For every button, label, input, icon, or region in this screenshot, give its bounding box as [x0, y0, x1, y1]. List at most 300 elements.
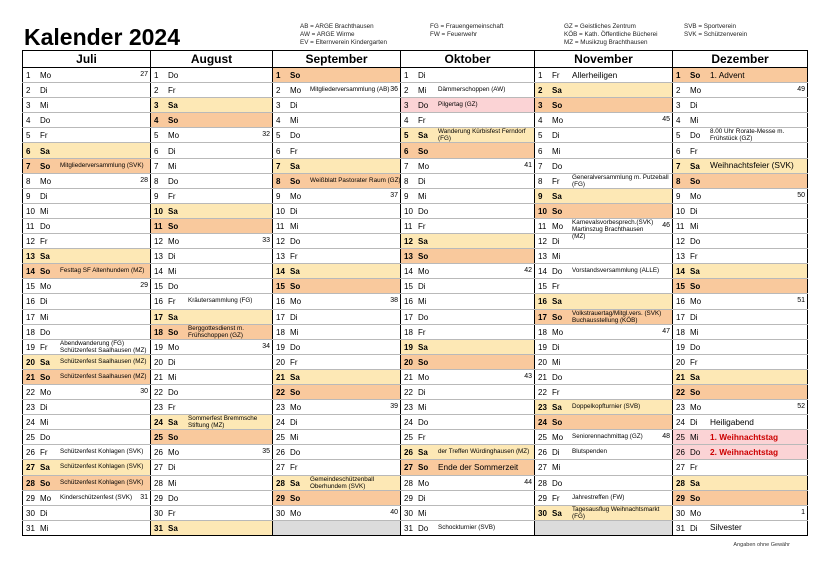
- weekday: Do: [168, 282, 179, 292]
- day-number: 8: [404, 176, 409, 186]
- day-cell: [401, 203, 535, 218]
- day-number: 9: [26, 191, 31, 201]
- weekday: So: [168, 327, 179, 337]
- day-cell: [151, 490, 273, 505]
- day-number: 9: [538, 191, 543, 201]
- weekday: Sa: [552, 86, 562, 96]
- event-label: Schützenfest Kohlagen (SVK): [60, 448, 144, 456]
- week-number: 31: [140, 493, 148, 501]
- event-label: Schützenfest Saalhausen (MZ): [60, 357, 147, 365]
- day-number: 16: [404, 297, 413, 307]
- day-number: 30: [154, 508, 163, 518]
- day-cell: [673, 279, 808, 294]
- day-cell: [273, 490, 401, 505]
- day-cell: [151, 309, 273, 324]
- weekday: So: [552, 206, 563, 216]
- week-number: 28: [140, 176, 148, 184]
- day-number: 12: [404, 237, 413, 247]
- day-number: 9: [676, 191, 681, 201]
- day-number: 13: [538, 252, 547, 262]
- weekday: Mi: [690, 221, 699, 231]
- day-number: 11: [676, 221, 685, 231]
- day-number: 1: [676, 71, 681, 81]
- weekday: Sa: [552, 403, 562, 413]
- day-number: 14: [538, 267, 547, 277]
- week-number: 39: [390, 403, 398, 411]
- weekday: Di: [40, 403, 48, 413]
- weekday: Sa: [290, 267, 300, 277]
- week-number: 33: [262, 237, 270, 245]
- weekday: Di: [40, 86, 48, 96]
- event-label: Karnevalsvorbesprech.(SVK) Martinszug Brachthausen (MZ): [572, 218, 654, 240]
- weekday: Do: [418, 523, 429, 533]
- day-cell: [401, 98, 535, 113]
- weekday: Di: [418, 493, 426, 503]
- day-cell: [401, 234, 535, 249]
- day-cell: [535, 369, 673, 384]
- table-row: [23, 324, 808, 339]
- weekday: Mi: [40, 206, 49, 216]
- legend-entry: AW = ARGE Wirme: [300, 31, 355, 38]
- day-cell: [273, 475, 401, 490]
- day-cell: [673, 475, 808, 490]
- day-number: 13: [676, 252, 685, 262]
- day-number: 11: [276, 221, 285, 231]
- day-number: 7: [276, 161, 281, 171]
- weekday: Di: [290, 312, 298, 322]
- weekday: So: [40, 372, 51, 382]
- week-number: 44: [524, 478, 532, 486]
- day-number: 5: [538, 131, 543, 141]
- week-number: 46: [662, 221, 670, 229]
- day-cell: [673, 249, 808, 264]
- month-header-september: September: [273, 51, 401, 68]
- day-number: 16: [154, 297, 163, 307]
- weekday: Di: [418, 282, 426, 292]
- weekday: So: [552, 101, 563, 111]
- event-label: 1. Weihnachtstag: [710, 431, 779, 442]
- day-cell: [673, 113, 808, 128]
- day-number: 10: [276, 206, 285, 216]
- legend-entry: KÖB = Kath. Öffentliche Bücherei: [564, 31, 658, 38]
- event-label: Schockturnier (SVB): [438, 523, 496, 531]
- weekday: Di: [290, 418, 298, 428]
- day-cell: [273, 339, 401, 354]
- weekday: Do: [552, 372, 563, 382]
- month-header-row: [23, 51, 808, 68]
- weekday: Fr: [290, 357, 298, 367]
- day-cell: [535, 339, 673, 354]
- weekday: Fr: [168, 191, 176, 201]
- day-cell: [535, 445, 673, 460]
- event-label: Dämmerschoppen (AW): [438, 86, 506, 94]
- day-number: 15: [26, 282, 35, 292]
- day-cell: [673, 354, 808, 369]
- day-cell: [273, 264, 401, 279]
- table-row: [23, 490, 808, 505]
- day-cell: [23, 339, 151, 354]
- weekday: Mi: [418, 508, 427, 518]
- table-row: [23, 234, 808, 249]
- day-cell: [673, 309, 808, 324]
- day-number: 26: [538, 448, 547, 458]
- weekday: Sa: [40, 146, 50, 156]
- event-label: Doppelkopfturnier (SVB): [572, 403, 641, 411]
- event-label: Pilgertag (GZ): [438, 101, 478, 109]
- event-label: Schützenfest Saalhausen (MZ): [60, 372, 147, 380]
- day-cell: [401, 218, 535, 233]
- day-cell: [151, 249, 273, 264]
- day-number: 5: [404, 131, 409, 141]
- weekday: Sa: [40, 463, 50, 473]
- day-number: 9: [276, 191, 281, 201]
- event-label: Volkstrauertag/Mitgl.vers. (SVK) Buchausstellung (KÖB): [572, 309, 662, 324]
- day-number: 17: [276, 312, 285, 322]
- legend-col-1: [300, 23, 387, 47]
- day-number: 18: [538, 327, 547, 337]
- day-cell: [273, 354, 401, 369]
- day-cell: [151, 158, 273, 173]
- day-number: 21: [676, 372, 685, 382]
- day-cell: [23, 445, 151, 460]
- weekday: Fr: [418, 327, 426, 337]
- day-number: 24: [404, 418, 413, 428]
- day-cell: [23, 490, 151, 505]
- weekday: Do: [40, 116, 51, 126]
- table-row: [23, 384, 808, 399]
- weekday: Di: [418, 388, 426, 398]
- weekday: Mo: [418, 161, 430, 171]
- day-number: 16: [676, 297, 685, 307]
- table-row: [23, 430, 808, 445]
- weekday: Mo: [418, 372, 430, 382]
- day-cell: [273, 249, 401, 264]
- weekday: Mi: [418, 297, 427, 307]
- day-cell: [673, 158, 808, 173]
- weekday: So: [418, 252, 429, 262]
- weekday: Mo: [690, 297, 702, 307]
- weekday: Do: [418, 418, 429, 428]
- weekday: Sa: [552, 191, 562, 201]
- day-number: 4: [676, 116, 681, 126]
- day-number: 23: [676, 403, 685, 413]
- event-label: Schützenfest Kohlagen (SVK): [60, 478, 144, 486]
- day-number: 31: [404, 523, 413, 533]
- weekday: Do: [40, 327, 51, 337]
- day-cell: [535, 173, 673, 188]
- day-number: 9: [154, 191, 159, 201]
- day-cell: [401, 264, 535, 279]
- day-number: 4: [538, 116, 543, 126]
- day-cell: [151, 173, 273, 188]
- weekday: Mi: [690, 327, 699, 337]
- day-number: 3: [404, 101, 409, 111]
- weekday: Mi: [40, 418, 49, 428]
- legend-col-2: [430, 23, 503, 39]
- event-label: Schützenfest Kohlagen (SVK): [60, 463, 144, 471]
- weekday: Mo: [290, 86, 302, 96]
- day-cell: [401, 143, 535, 158]
- day-cell: [273, 98, 401, 113]
- day-number: 20: [276, 357, 285, 367]
- weekday: Do: [690, 131, 701, 141]
- day-number: 4: [404, 116, 409, 126]
- day-number: 19: [276, 342, 285, 352]
- day-cell: [673, 98, 808, 113]
- day-number: 28: [154, 478, 163, 488]
- day-number: 24: [676, 418, 685, 428]
- weekday: Mo: [290, 297, 302, 307]
- day-cell: [151, 384, 273, 399]
- day-cell: [535, 490, 673, 505]
- weekday: Di: [168, 357, 176, 367]
- weekday: Sa: [290, 161, 300, 171]
- day-cell: [151, 113, 273, 128]
- day-number: 12: [26, 237, 35, 247]
- day-cell: [401, 158, 535, 173]
- day-cell: [401, 475, 535, 490]
- day-cell: [151, 264, 273, 279]
- day-cell: [401, 309, 535, 324]
- day-cell: [23, 279, 151, 294]
- weekday: Di: [290, 101, 298, 111]
- day-cell: [673, 460, 808, 475]
- day-number: 30: [404, 508, 413, 518]
- weekday: Sa: [690, 161, 700, 171]
- weekday: Do: [552, 267, 563, 277]
- weekday: Do: [418, 101, 429, 111]
- day-number: 17: [26, 312, 35, 322]
- weekday: Fr: [168, 297, 176, 307]
- weekday: Fr: [168, 508, 176, 518]
- day-cell: [151, 339, 273, 354]
- day-cell: [535, 415, 673, 430]
- day-cell: [535, 218, 673, 240]
- weekday: Sa: [552, 508, 562, 518]
- weekday: Mi: [168, 372, 177, 382]
- day-number: 11: [538, 221, 547, 231]
- table-row: [23, 203, 808, 218]
- day-cell: [673, 505, 808, 520]
- event-label: Blutspenden: [572, 448, 608, 456]
- day-number: 23: [404, 403, 413, 413]
- weekday: Mo: [418, 267, 430, 277]
- day-number: 20: [676, 357, 685, 367]
- day-cell: [23, 264, 151, 279]
- day-number: 14: [154, 267, 163, 277]
- weekday: Mo: [552, 221, 564, 231]
- day-number: 28: [26, 478, 35, 488]
- weekday: Mi: [40, 523, 49, 533]
- day-cell: [273, 505, 401, 520]
- table-row: [23, 188, 808, 203]
- weekday: Fr: [40, 237, 48, 247]
- weekday: Di: [552, 237, 560, 247]
- event-label: Sommerfest Bremmsche Stiftung (MZ): [188, 415, 258, 430]
- day-number: 10: [26, 206, 35, 216]
- week-number: 32: [262, 131, 270, 139]
- day-cell: [401, 445, 535, 460]
- day-number: 13: [26, 252, 35, 262]
- weekday: Di: [40, 191, 48, 201]
- day-number: 7: [538, 161, 543, 171]
- day-number: 26: [154, 448, 163, 458]
- day-cell: [151, 415, 273, 430]
- day-cell: [23, 188, 151, 203]
- day-cell: [23, 520, 151, 535]
- day-cell: [401, 324, 535, 339]
- day-cell: [273, 143, 401, 158]
- day-number: 26: [404, 448, 413, 458]
- weekday: Mi: [552, 146, 561, 156]
- day-cell: [535, 384, 673, 399]
- day-number: 28: [538, 478, 547, 488]
- event-label: 8.00 Uhr Rorate-Messe m. Frühstück (GZ): [710, 128, 785, 143]
- weekday: Sa: [290, 372, 300, 382]
- weekday: Fr: [168, 403, 176, 413]
- day-cell: [673, 234, 808, 249]
- table-row: [23, 264, 808, 279]
- week-number: 50: [797, 191, 805, 199]
- day-number: 2: [154, 86, 159, 96]
- day-number: 29: [154, 493, 163, 503]
- event-label: Festtag SF Altenhundem (MZ): [60, 267, 145, 275]
- weekday: So: [40, 161, 51, 171]
- weekday: Mo: [690, 403, 702, 413]
- legend-entry: SVK = Schützenverein: [684, 31, 748, 38]
- weekday: Mi: [290, 116, 299, 126]
- day-number: 3: [154, 101, 159, 111]
- day-cell: [151, 279, 273, 294]
- day-number: 10: [676, 206, 685, 216]
- weekday: So: [690, 493, 701, 503]
- day-cell: [151, 324, 273, 339]
- weekday: Mo: [168, 448, 180, 458]
- table-row: [23, 445, 808, 460]
- calendar-body: [23, 68, 808, 536]
- weekday: Di: [552, 131, 560, 141]
- weekday: Fr: [40, 448, 48, 458]
- weekday: Mo: [690, 191, 702, 201]
- day-cell: [535, 234, 673, 249]
- day-cell: [23, 218, 151, 233]
- day-cell: [673, 173, 808, 188]
- day-number: 1: [154, 71, 159, 81]
- event-label: Weihnachtsfeier (SVK): [710, 160, 794, 171]
- table-row: [23, 83, 808, 98]
- week-number: 35: [262, 448, 270, 456]
- weekday: Mi: [40, 101, 49, 111]
- day-number: 6: [154, 146, 159, 156]
- week-number: 1: [801, 508, 805, 516]
- week-number: 52: [797, 403, 805, 411]
- day-number: 13: [404, 252, 413, 262]
- day-cell: [273, 188, 401, 203]
- weekday: Mi: [552, 463, 561, 473]
- day-cell: [401, 490, 535, 505]
- day-number: 14: [404, 267, 413, 277]
- day-number: 23: [26, 403, 35, 413]
- day-cell: [273, 445, 401, 460]
- event-label: der Treffen Würdinghausen (MZ): [438, 448, 530, 456]
- day-cell: [273, 369, 401, 384]
- day-number: 18: [276, 327, 285, 337]
- day-number: 17: [538, 312, 547, 322]
- day-number: 23: [154, 403, 163, 413]
- day-cell: [23, 460, 151, 475]
- day-number: 26: [676, 448, 685, 458]
- day-cell: [401, 113, 535, 128]
- day-number: 1: [276, 71, 281, 81]
- event-label: Ende der Sommerzeit: [438, 461, 519, 472]
- weekday: Fr: [552, 71, 560, 81]
- weekday: Mi: [290, 433, 299, 443]
- day-cell: [23, 415, 151, 430]
- table-row: [23, 354, 808, 369]
- legend-entry: FG = Frauengemeinschaft: [430, 23, 504, 30]
- weekday: So: [690, 176, 701, 186]
- weekday: So: [418, 357, 429, 367]
- week-number: 34: [262, 342, 270, 350]
- day-cell: [535, 98, 673, 113]
- weekday: Do: [418, 206, 429, 216]
- day-number: 24: [538, 418, 547, 428]
- day-number: 8: [276, 176, 281, 186]
- table-row: [23, 460, 808, 475]
- weekday: Di: [168, 463, 176, 473]
- day-number: 3: [538, 101, 543, 111]
- weekday: Sa: [40, 252, 50, 262]
- weekday: Mi: [168, 161, 177, 171]
- day-number: 21: [26, 372, 35, 382]
- day-number: 31: [26, 523, 35, 533]
- day-cell: [151, 430, 273, 445]
- day-cell: [151, 188, 273, 203]
- day-number: 4: [26, 116, 31, 126]
- event-label: Berggottesdienst m. Frühschoppen (GZ): [188, 324, 245, 339]
- weekday: Di: [690, 206, 698, 216]
- day-number: 8: [26, 176, 31, 186]
- event-label: Abendwanderung (FG) Schützenfest Saalhausen (MZ): [60, 339, 147, 354]
- weekday: Fr: [168, 86, 176, 96]
- day-cell: [673, 415, 808, 430]
- week-number: 51: [797, 297, 805, 305]
- day-number: 25: [538, 433, 547, 443]
- day-number: 25: [26, 433, 35, 443]
- weekday: Mi: [552, 252, 561, 262]
- legend-col-4: [684, 23, 747, 39]
- weekday: Fr: [690, 146, 698, 156]
- calendar-table: [22, 50, 808, 536]
- day-number: 22: [676, 388, 685, 398]
- weekday: Mi: [418, 86, 427, 96]
- day-cell: [23, 83, 151, 98]
- weekday: Do: [552, 161, 563, 171]
- legend-entry: MZ = Musikzug Brachthausen: [564, 39, 648, 46]
- weekday: Di: [552, 448, 560, 458]
- weekday: Mo: [290, 403, 302, 413]
- weekday: Sa: [690, 267, 700, 277]
- weekday: So: [690, 71, 701, 81]
- weekday: Sa: [168, 523, 178, 533]
- day-number: 12: [538, 237, 547, 247]
- day-number: 27: [404, 463, 413, 473]
- day-cell: [23, 68, 151, 83]
- table-row: [23, 309, 808, 324]
- day-number: 2: [538, 86, 543, 96]
- day-cell: [23, 173, 151, 188]
- weekday: Mo: [40, 493, 52, 503]
